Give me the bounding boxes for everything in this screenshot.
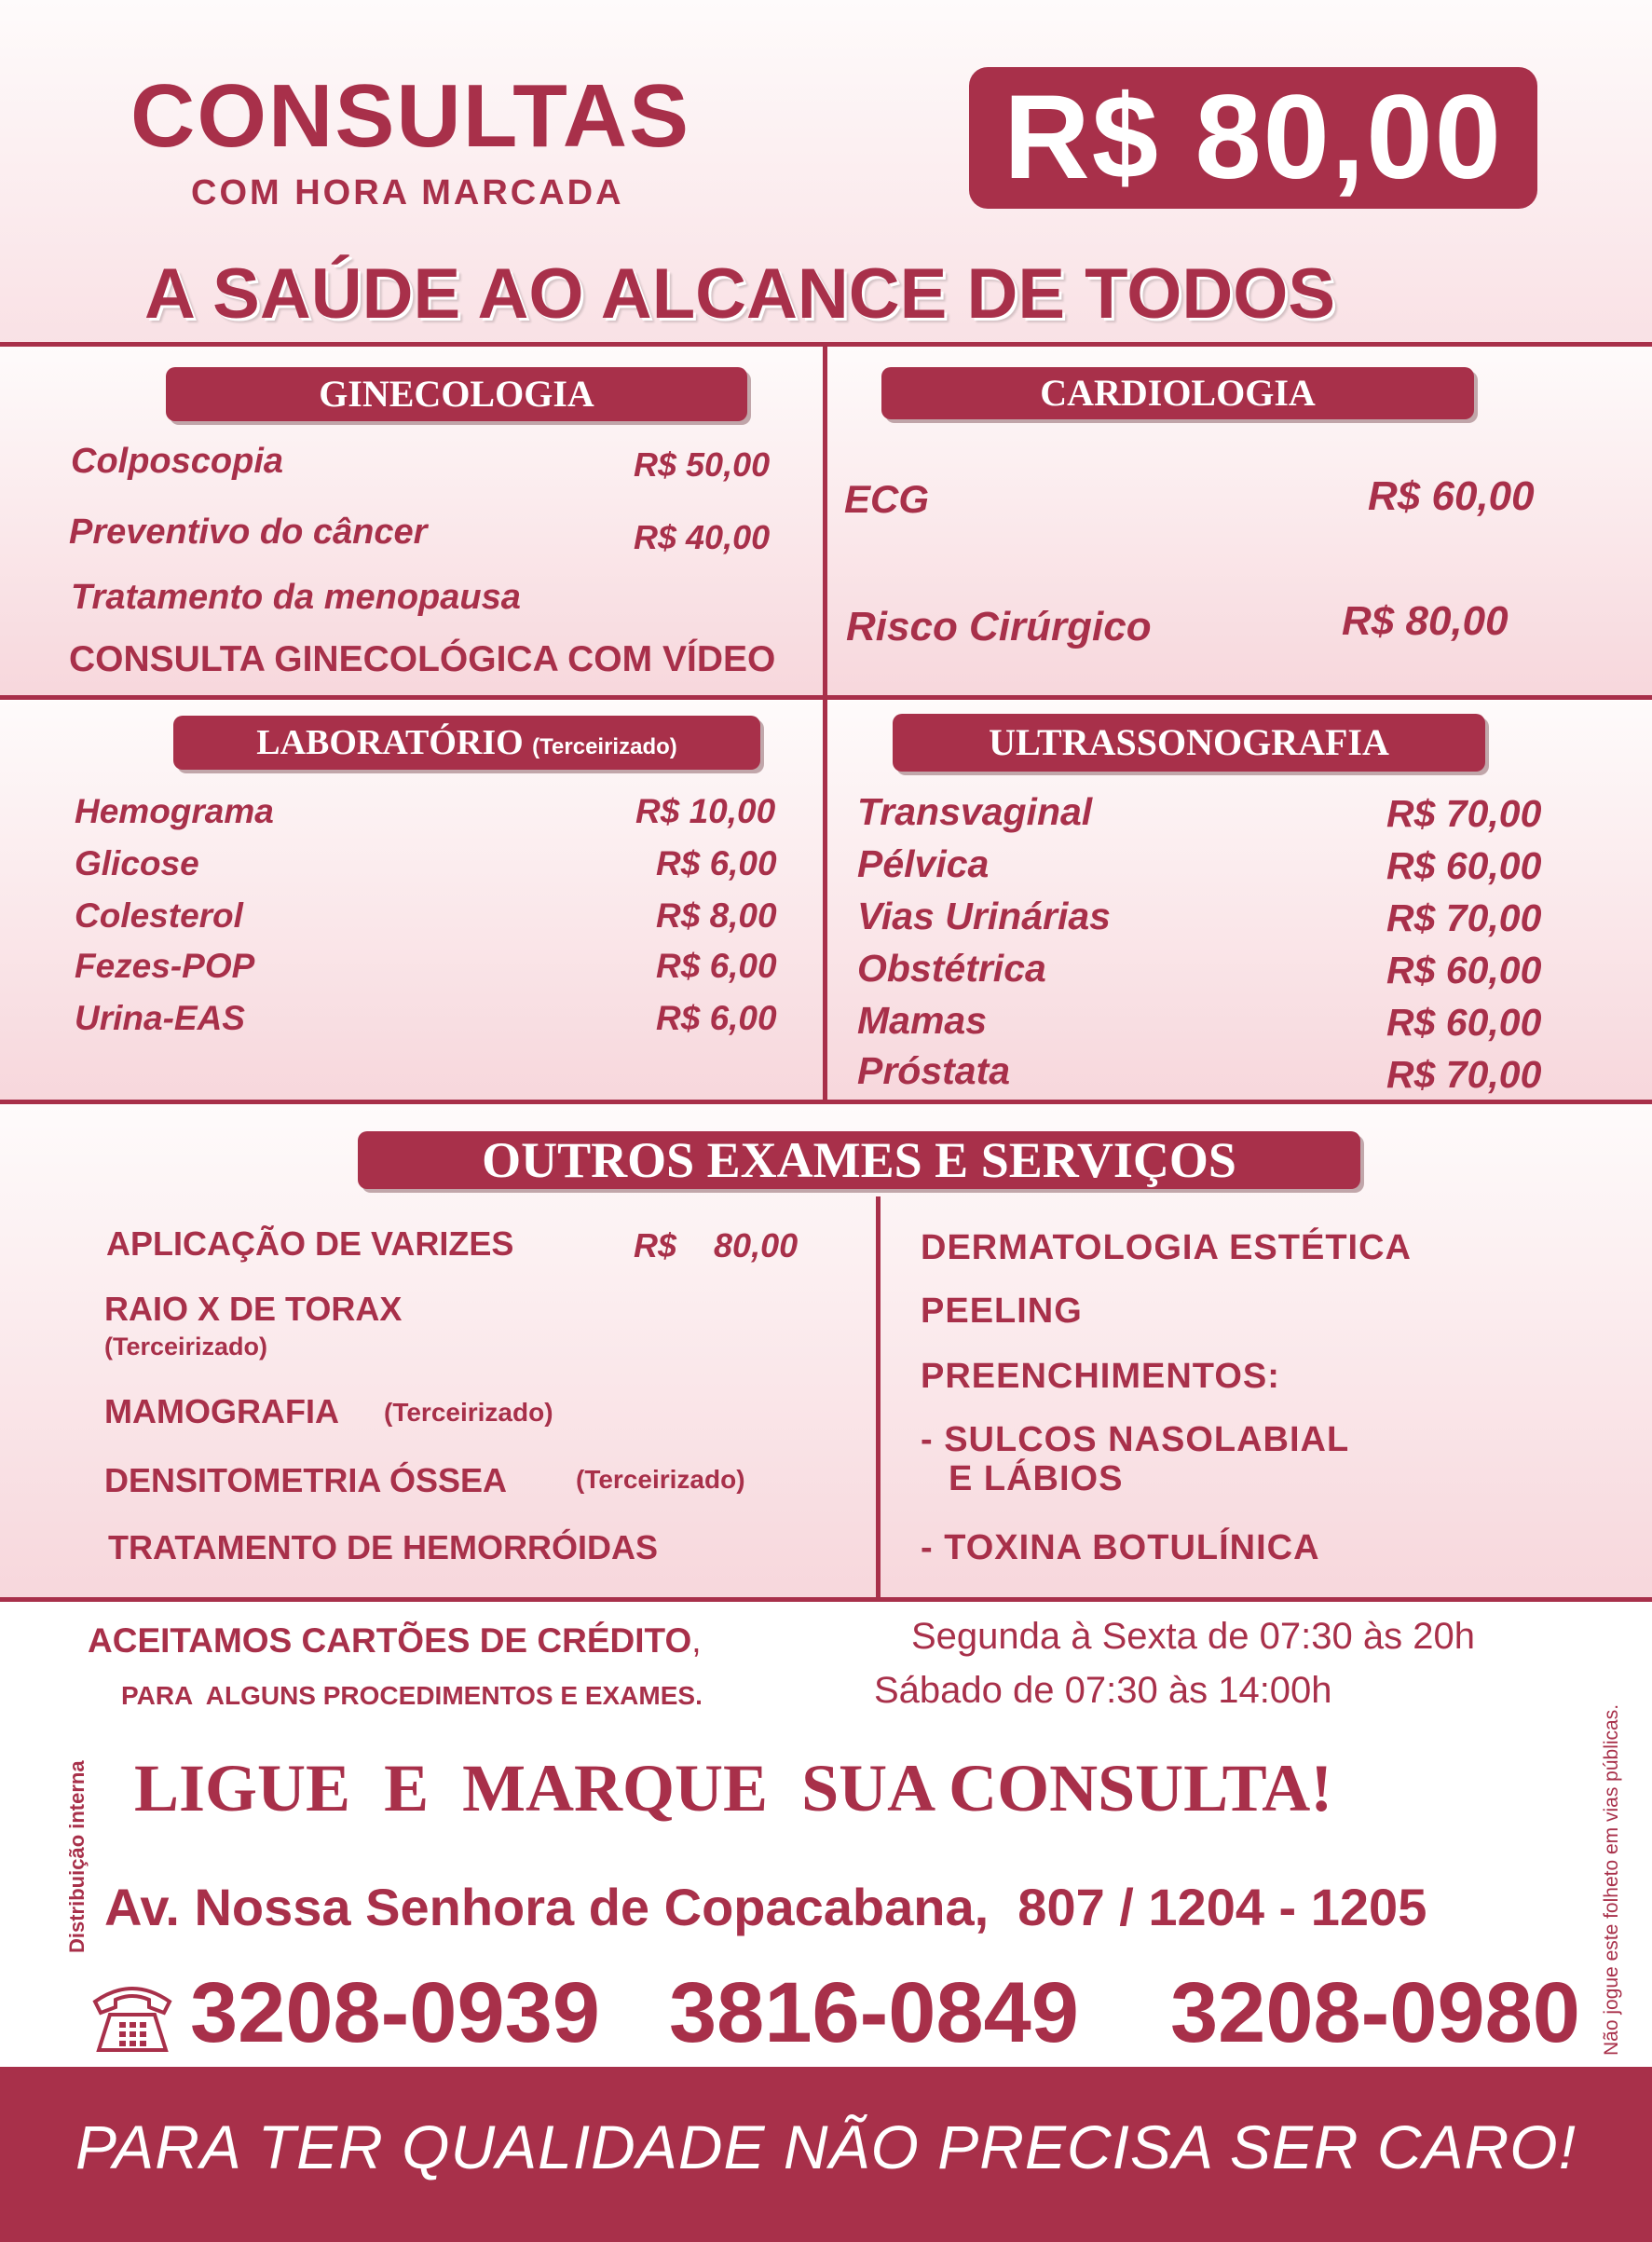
service-name: E LÁBIOS xyxy=(949,1459,1124,1498)
section-title-laboratorio xyxy=(173,716,760,770)
list-item-name: Urina-EAS xyxy=(75,999,245,1037)
list-item-name: Colposcopia xyxy=(71,442,284,481)
section-title-text: GINECOLOGIA xyxy=(319,373,594,415)
list-item-price: R$ 70,00 xyxy=(1386,792,1542,835)
list-item-name: Transvaginal xyxy=(857,790,1093,833)
side-note-disposal: Não jogue este folheto em vias públicas. xyxy=(1601,1703,1622,2056)
list-item-name: Pélvica xyxy=(857,842,990,885)
list-item-name: Mamas xyxy=(857,999,988,1042)
list-item-name: Hemograma xyxy=(75,792,274,830)
list-item-price: R$ 70,00 xyxy=(1386,1053,1542,1096)
service-name: DERMATOLOGIA ESTÉTICA xyxy=(921,1228,1412,1267)
section-title-text: LABORATÓRIO xyxy=(256,723,524,762)
service-name: DENSITOMETRIA ÓSSEA xyxy=(104,1461,508,1499)
cards-accepted xyxy=(88,1621,702,1661)
footer-tagline: PARA TER QUALIDADE NÃO PRECISA SER CARO! xyxy=(75,2112,1577,2181)
divider xyxy=(876,1196,881,1599)
cards-note: PARA ALGUNS PROCEDIMENTOS E EXAMES. xyxy=(121,1681,703,1710)
service-note: (Terceirizado) xyxy=(576,1465,745,1494)
service-name: PEELING xyxy=(921,1292,1083,1331)
phone-number: 3208-0980 xyxy=(1170,1965,1580,2060)
consultation-price: R$ 80,00 xyxy=(969,67,1537,209)
section-title-outros xyxy=(358,1131,1360,1189)
service-note: (Terceirizado) xyxy=(384,1398,553,1427)
list-item-price: R$ 10,00 xyxy=(635,792,776,830)
list-item-price: R$ 60,00 xyxy=(1386,949,1542,991)
list-item-name: Fezes-POP xyxy=(75,947,255,985)
section-title-note: (Terceirizado) xyxy=(532,734,677,759)
list-item-price: R$ 6,00 xyxy=(656,999,777,1037)
list-item-price: R$ 8,00 xyxy=(656,896,777,935)
list-item-price: R$ 60,00 xyxy=(1386,1001,1542,1044)
list-item-name: Próstata xyxy=(857,1049,1011,1092)
page-subtitle: COM HORA MARCADA xyxy=(191,173,624,212)
section-title-cardiologia xyxy=(881,367,1474,419)
section-title-text: CARDIOLOGIA xyxy=(1040,372,1316,414)
opening-hours-weekdays: Segunda à Sexta de 07:30 às 20h xyxy=(911,1616,1475,1657)
opening-hours-saturday: Sábado de 07:30 às 14:00h xyxy=(874,1670,1332,1711)
service-note: (Terceirizado) xyxy=(104,1333,268,1360)
list-item-name: Tratamento da menopausa xyxy=(71,578,521,617)
section-title-text: OUTROS EXAMES E SERVIÇOS xyxy=(482,1132,1236,1188)
phone-number: 3208-0939 xyxy=(190,1965,600,2060)
side-note-distribution: Distribuição interna xyxy=(65,1760,89,1953)
service-name: MAMOGRAFIA xyxy=(104,1392,339,1430)
list-item-name: Vias Urinárias xyxy=(857,895,1111,937)
service-name: RAIO X DE TORAX xyxy=(104,1290,403,1328)
cards-comma: , xyxy=(691,1621,702,1660)
list-item-price: R$ 60,00 xyxy=(1368,473,1535,519)
phone-number: 3816-0849 xyxy=(669,1965,1079,2060)
list-item-name: Colesterol xyxy=(75,896,243,935)
service-name: APLICAÇÃO DE VARIZES xyxy=(106,1224,514,1263)
list-item-name: CONSULTA GINECOLÓGICA COM VÍDEO xyxy=(69,639,776,679)
list-item-name: Obstétrica xyxy=(857,947,1046,990)
section-title-ultrassonografia xyxy=(893,714,1485,772)
list-item-price: R$ 6,00 xyxy=(656,947,777,985)
service-name: TRATAMENTO DE HEMORRÓIDAS xyxy=(108,1528,658,1566)
list-item-name: ECG xyxy=(844,477,930,521)
list-item-name: Preventivo do câncer xyxy=(69,513,428,552)
slogan: A SAÚDE AO ALCANCE DE TODOS xyxy=(144,254,1336,334)
list-item-price: R$ 60,00 xyxy=(1386,844,1542,887)
list-item-price: R$ 40,00 xyxy=(634,518,771,556)
address: Av. Nossa Senhora de Copacabana, 807 / 1204 - 1205 xyxy=(104,1878,1427,1936)
section-title-text: ULTRASSONOGRAFIA xyxy=(989,721,1389,763)
service-name: - TOXINA BOTULÍNICA xyxy=(921,1528,1320,1567)
page-title: CONSULTAS xyxy=(130,66,691,166)
section-title-ginecologia xyxy=(166,367,747,421)
footer-band xyxy=(0,2067,1652,2242)
list-item-price: R$ 50,00 xyxy=(634,445,771,484)
list-item-price: R$ 6,00 xyxy=(656,844,777,882)
list-item-price: R$ 70,00 xyxy=(1386,896,1542,939)
call-to-action: LIGUE E MARQUE SUA CONSULTA! xyxy=(134,1751,1333,1825)
list-item-name: Glicose xyxy=(75,844,199,882)
list-item-price: R$ 80,00 xyxy=(1342,598,1509,644)
list-item-name: Risco Cirúrgico xyxy=(846,604,1152,649)
cards-accepted-text: ACEITAMOS CARTÕES DE CRÉDITO xyxy=(88,1621,692,1660)
telephone-icon xyxy=(89,1977,175,2056)
service-name: - SULCOS NASOLABIAL xyxy=(921,1420,1350,1459)
service-name: PREENCHIMENTOS: xyxy=(921,1357,1280,1396)
service-price: R$ 80,00 xyxy=(634,1226,799,1265)
divider xyxy=(0,1597,1652,1602)
divider xyxy=(823,347,827,1101)
